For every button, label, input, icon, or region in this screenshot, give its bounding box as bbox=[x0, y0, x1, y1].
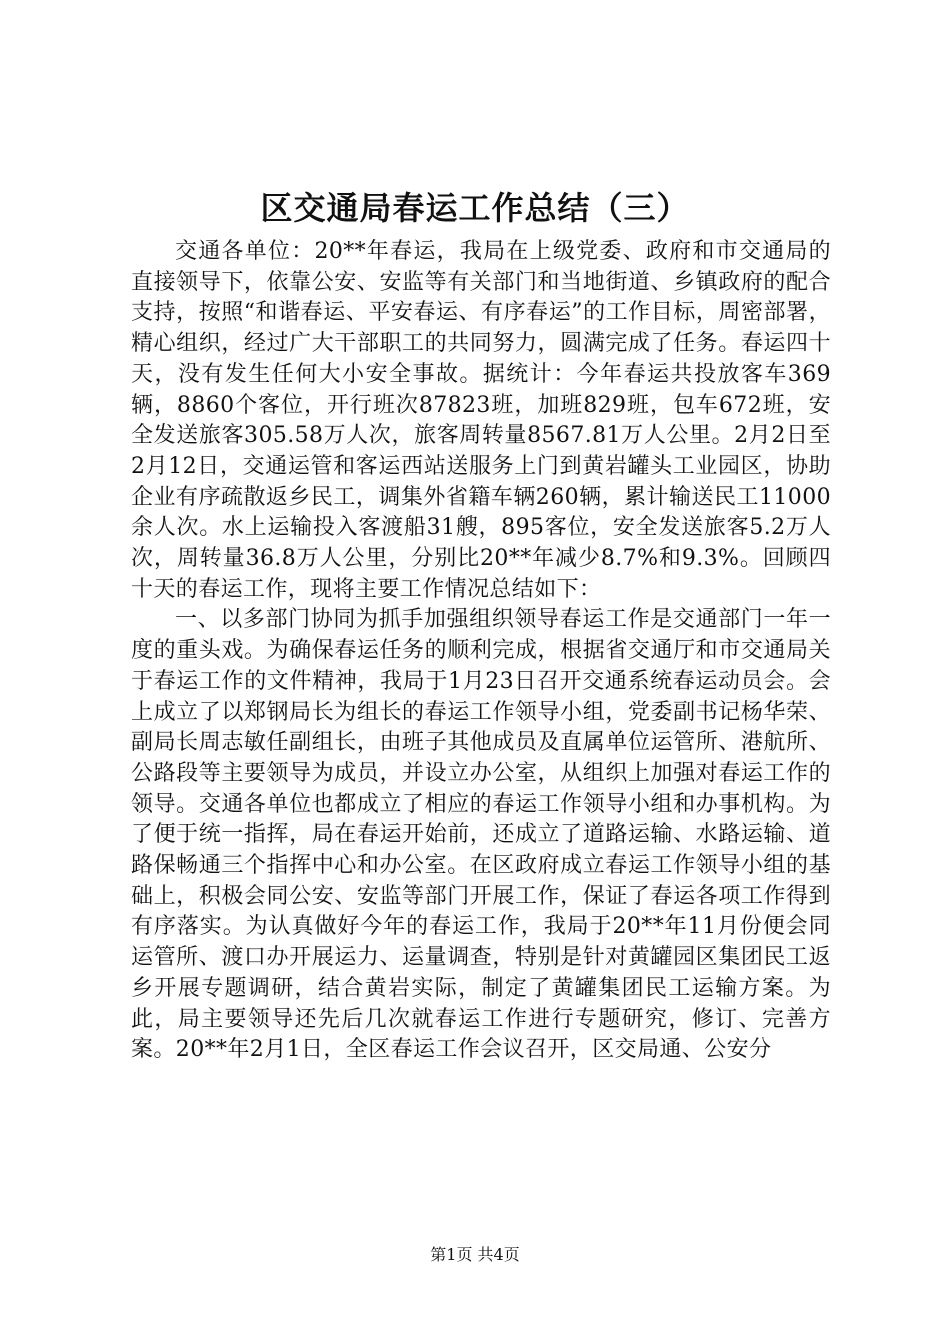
paragraph-intro: 交通各单位：20**年春运，我局在上级党委、政府和市交通局的直接领导下，依靠公安、安监等有关部门和当地街道、乡镇政府的配合支持，按照“和谐春运、平安春运、有序春运”的工作目标，周密部署，精心组织，经过广大干部职工的共同努力，圆满完成了任务。春运四十天，没有发生任何大小安全事故。据统计：今年春运共投放客车369辆，8860个客位，开行班次87823班，加班829班，包车672班，安全发送旅客305.58万人次，旅客周转量8567.81万人公里。2月2日至2月12日，交通运管和客运西站送服务上门到黄岩罐头工业园区，协助企业有序疏散返乡民工，调集外省籍车辆260辆，累计输送民工11000余人次。水上运输投入客渡船31艘，895客位，安全发送旅客5.2万人次，周转量36.8万人公里，分别比20**年减少8.7%和9.3%。回顾四十天的春运工作，现将主要工作情况总结如下： bbox=[131, 239, 831, 602]
document-title: 区交通局春运工作总结（三） bbox=[260, 189, 690, 227]
document-body bbox=[131, 237, 831, 1066]
paragraph-section-1: 一、以多部门协同为抓手加强组织领导春运工作是交通部门一年一度的重头戏。为确保春运任务的顺利完成，根据省交通厅和市交通局关于春运工作的文件精神，我局于1月23日召开交通系统春运动员会。会上成立了以郑钢局长为组长的春运工作领导小组，党委副书记杨华荣、副局长周志敏任副组长，由班子其他成员及直属单位运管所、港航所、公路段等主要领导为成员，并设立办公室，从组织上加强对春运工作的领导。交通各单位也都成立了相应的春运工作领导小组和办事机构。为了便于统一指挥，局在春运开始前，还成立了道路运输、水路运输、道路保畅通三个指挥中心和办公室。在区政府成立春运工作领导小组的基础上，积极会同公安、安监等部门开展工作，保证了春运各项工作得到有序落实。为认真做好今年的春运工作，我局于20**年11月份便会同运管所、渡口办开展运力、运量调查，特别是针对黄罐园区集团民工返乡开展专题调研，结合黄岩实际，制定了黄罐集团民工运输方案。为此，局主要领导还先后几次就春运工作进行专题研究，修订、完善方案。20**年2月1日，全区春运工作会议召开，区交局通、公安分 bbox=[131, 607, 831, 1063]
page-footer: 第1页 共4页 bbox=[430, 1245, 520, 1264]
